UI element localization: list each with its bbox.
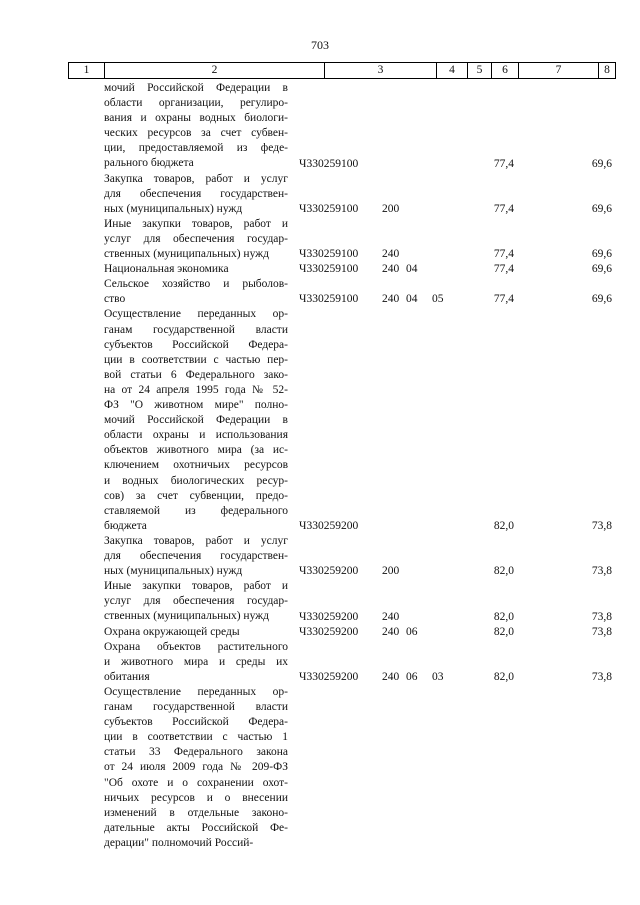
amount-col-8: 73,8 (591, 670, 612, 683)
description-line: обитания (104, 670, 150, 683)
description-line: ных (муниципальных) нужд (104, 202, 243, 215)
expense-type: 240 (382, 248, 400, 261)
amount-col-7: 77,4 (493, 202, 514, 215)
description-line: рального бюджета (104, 157, 194, 170)
row-description (104, 640, 288, 685)
description-line: ставляемой из федерального (104, 504, 288, 517)
table-row (0, 625, 640, 640)
description-line: Закупка товаров, работ и услуг (104, 172, 288, 185)
header-col-1: 1 (69, 63, 105, 78)
expense-type: 240 (382, 293, 400, 306)
description-line: услуг для обеспечения государ- (104, 232, 288, 245)
table-row (0, 172, 640, 217)
description-line: ции в соответствии с частью 1 (104, 731, 288, 744)
amount-col-7: 82,0 (493, 610, 514, 623)
description-line: на от 24 апреля 1995 года № 52- (104, 383, 288, 396)
description-line: Охрана объектов растительного (104, 640, 288, 653)
description-line: ничьих ресурсов и о внесении (104, 791, 288, 804)
expense-type: 240 (382, 625, 400, 638)
target-article: Ч330259100 (299, 248, 359, 261)
description-line: бюджета (104, 519, 147, 532)
description-line: Иные закупки товаров, работ и (104, 217, 288, 230)
amount-col-7: 77,4 (493, 248, 514, 261)
expense-type: 200 (382, 565, 400, 578)
description-line: вой статьи 6 Федерального зако- (104, 368, 288, 381)
description-line: услуг для обеспечения государ- (104, 595, 288, 608)
description-line: Сельское хозяйство и рыболов- (104, 278, 288, 291)
description-line: изменений в отдельные законо- (104, 806, 288, 819)
header-col-2: 2 (105, 63, 325, 78)
header-col-8: 8 (604, 64, 610, 76)
header-col-5: 5 (468, 63, 492, 78)
target-article: Ч330259200 (299, 670, 359, 683)
target-article: Ч330259100 (299, 157, 359, 170)
header-col-6: 6 (492, 63, 519, 78)
row-description (104, 307, 288, 533)
row-description (104, 685, 288, 851)
row-description (104, 217, 288, 262)
description-line: Осуществление переданных ор- (104, 685, 288, 698)
row-description (104, 579, 288, 624)
table-body (0, 81, 640, 851)
amount-col-8: 73,8 (591, 625, 612, 638)
amount-col-8: 73,8 (591, 565, 612, 578)
target-article: Ч330259200 (299, 610, 359, 623)
description-line: ции в соответствии с частью пер- (104, 353, 288, 366)
table-row (0, 685, 640, 851)
target-article: Ч330259200 (299, 625, 359, 638)
description-line: Осуществление переданных ор- (104, 308, 288, 321)
description-line: сов) за счет субвенции, предо- (104, 489, 288, 502)
row-description (104, 172, 288, 217)
expense-type: 200 (382, 202, 400, 215)
amount-col-7: 82,0 (493, 565, 514, 578)
description-line: Национальная экономика (104, 263, 229, 276)
amount-col-8: 73,8 (591, 610, 612, 623)
description-line: ство (104, 293, 126, 306)
amount-col-8: 69,6 (591, 263, 612, 276)
subsection: 05 (432, 293, 444, 306)
section: 04 (406, 263, 418, 276)
description-line: от 24 июля 2009 года № 209-ФЗ (104, 761, 288, 774)
table-row (0, 307, 640, 534)
header-col-3: 3 (325, 63, 437, 78)
description-line: мочий Российской Федерации в (104, 414, 288, 427)
amount-col-8: 69,6 (591, 157, 612, 170)
table-row (0, 579, 640, 624)
amount-col-8: 73,8 (591, 519, 612, 532)
description-line: ганам государственной власти (104, 701, 288, 714)
description-line: ФЗ "О животном мире" полно- (104, 399, 288, 412)
table-row (0, 534, 640, 579)
description-line: "Об охоте и о сохранении охот- (104, 776, 288, 789)
description-line: дерации" полномочий Россий- (104, 836, 254, 849)
amount-col-8: 69,6 (591, 293, 612, 306)
description-line: объектов животного мира (за ис- (104, 444, 288, 457)
table-row (0, 277, 640, 307)
expense-type: 240 (382, 670, 400, 683)
table-row (0, 262, 640, 277)
row-description (104, 625, 288, 640)
description-line: и животного мира и среды их (104, 655, 288, 668)
amount-col-7: 82,0 (493, 625, 514, 638)
table-row (0, 217, 640, 262)
description-line: ции, предоставляемой из феде- (104, 142, 288, 155)
description-line: области организации, регулиро- (104, 97, 288, 110)
description-line: субъектов Российской Федера- (104, 338, 288, 351)
description-line: области охраны и использования (104, 429, 288, 442)
row-description (104, 277, 288, 307)
description-line: ственных (муниципальных) нужд (104, 248, 269, 261)
description-line: субъектов Российской Федера- (104, 716, 288, 729)
description-line: Иные закупки товаров, работ и (104, 580, 288, 593)
row-description (104, 81, 288, 172)
target-article: Ч330259200 (299, 519, 359, 532)
description-line: ных (муниципальных) нужд (104, 565, 243, 578)
amount-col-7: 77,4 (493, 263, 514, 276)
section: 06 (406, 670, 418, 683)
table-row (0, 640, 640, 685)
amount-col-8: 69,6 (591, 202, 612, 215)
description-line: ганам государственной власти (104, 323, 288, 336)
amount-col-7: 82,0 (493, 519, 514, 532)
table-header (68, 62, 616, 79)
description-line: Охрана окружающей среды (104, 625, 240, 638)
expense-type: 240 (382, 263, 400, 276)
section: 04 (406, 293, 418, 306)
description-line: и водных биологических ресур- (104, 474, 288, 487)
description-line: ческих ресурсов за счет субвен- (104, 127, 288, 140)
target-article: Ч330259100 (299, 202, 359, 215)
target-article: Ч330259100 (299, 293, 359, 306)
description-line: Закупка товаров, работ и услуг (104, 534, 288, 547)
amount-col-7: 77,4 (493, 157, 514, 170)
description-line: статьи 33 Федерального закона (104, 746, 288, 759)
row-description (104, 534, 288, 579)
subsection: 03 (432, 670, 444, 683)
description-line: дательные акты Российской Фе- (104, 821, 288, 834)
header-col-4: 4 (437, 63, 468, 78)
header-col-7: 7 (519, 63, 599, 78)
description-line: вания и охраны водных биологи- (104, 112, 288, 125)
amount-col-8: 69,6 (591, 248, 612, 261)
row-description (104, 262, 288, 277)
description-line: ственных (муниципальных) нужд (104, 610, 269, 623)
description-line: мочий Российской Федерации в (104, 82, 288, 94)
description-line: ключением охотничьих ресурсов (104, 459, 288, 472)
table-row (0, 81, 640, 172)
description-line: для обеспечения государствен- (104, 550, 288, 563)
amount-col-7: 77,4 (493, 293, 514, 306)
amount-col-7: 82,0 (493, 670, 514, 683)
description-line: для обеспечения государствен- (104, 187, 288, 200)
section: 06 (406, 625, 418, 638)
page-number: 703 (311, 38, 329, 52)
expense-type: 240 (382, 610, 400, 623)
target-article: Ч330259200 (299, 565, 359, 578)
target-article: Ч330259100 (299, 263, 359, 276)
